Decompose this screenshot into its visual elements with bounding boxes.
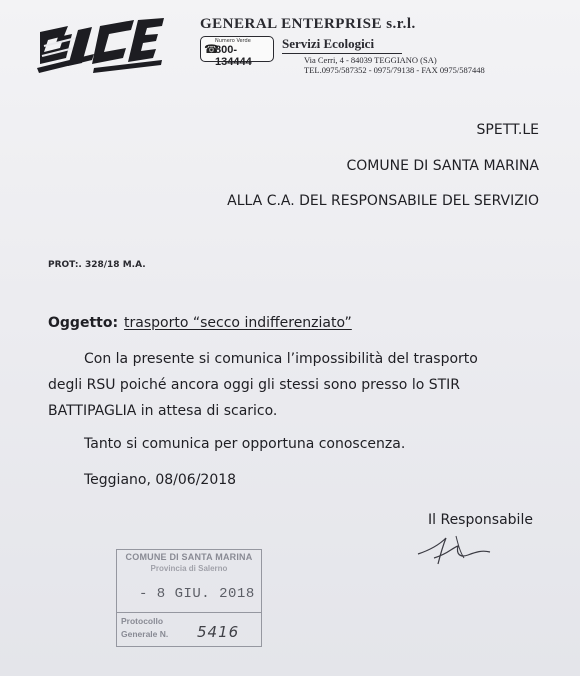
gie-logo-icon (34, 18, 166, 78)
closing-line: Tanto si comunica per opportuna conoscenza. (84, 436, 406, 452)
place-date: Teggiano, 08/06/2018 (84, 472, 237, 488)
letterhead (200, 16, 570, 86)
subject-label: Oggetto: (48, 315, 119, 331)
stamp-header: COMUNE DI SANTA MARINA (125, 552, 253, 562)
toll-free-caption: Numero Verde (215, 38, 251, 44)
stamp-general-label: Generale N. (121, 629, 169, 639)
stamp-date: - 8 GIU. 2018 (139, 586, 255, 602)
stamp-number: 5416 (197, 623, 240, 641)
recipient-attention: ALLA C.A. DEL RESPONSABILE DEL SERVIZIO (227, 193, 539, 209)
company-contacts: TEL.0975/587352 - 0975/79138 - FAX 0975/587448 (304, 65, 485, 75)
protocol-stamp (116, 549, 262, 647)
company-address: Via Cerri, 4 - 84039 TEGGIANO (SA) (304, 55, 437, 65)
recipient-name: COMUNE DI SANTA MARINA (346, 158, 539, 174)
stamp-protocol-label: Protocollo (121, 616, 164, 626)
body-line: Con la presente si comunica l’impossibilità del trasporto (84, 351, 478, 367)
toll-free-number: 800-134444 (215, 44, 252, 68)
recipient-salutation: SPETT.LE (476, 122, 539, 138)
body-line: degli RSU poiché ancora oggi gli stessi sono presso lo STIR (48, 377, 461, 393)
company-name: GENERAL ENTERPRISE s.r.l. (200, 16, 416, 32)
subject-line (48, 315, 352, 331)
signature-icon (412, 528, 504, 568)
stamp-subheader: Provincia di Salerno (150, 564, 228, 573)
company-services: Servizi Ecologici (282, 36, 402, 54)
body-line: BATTIPAGLIA in attesa di scarico. (48, 403, 278, 419)
phone-icon: ☎ (204, 42, 219, 56)
signer-title: Il Responsabile (428, 512, 533, 528)
subject-text: trasporto “secco indifferenziato” (124, 315, 352, 331)
protocol-number: PROT:. 328/18 M.A. (48, 260, 146, 270)
stamp-divider (117, 612, 261, 613)
toll-free-box (200, 36, 274, 68)
